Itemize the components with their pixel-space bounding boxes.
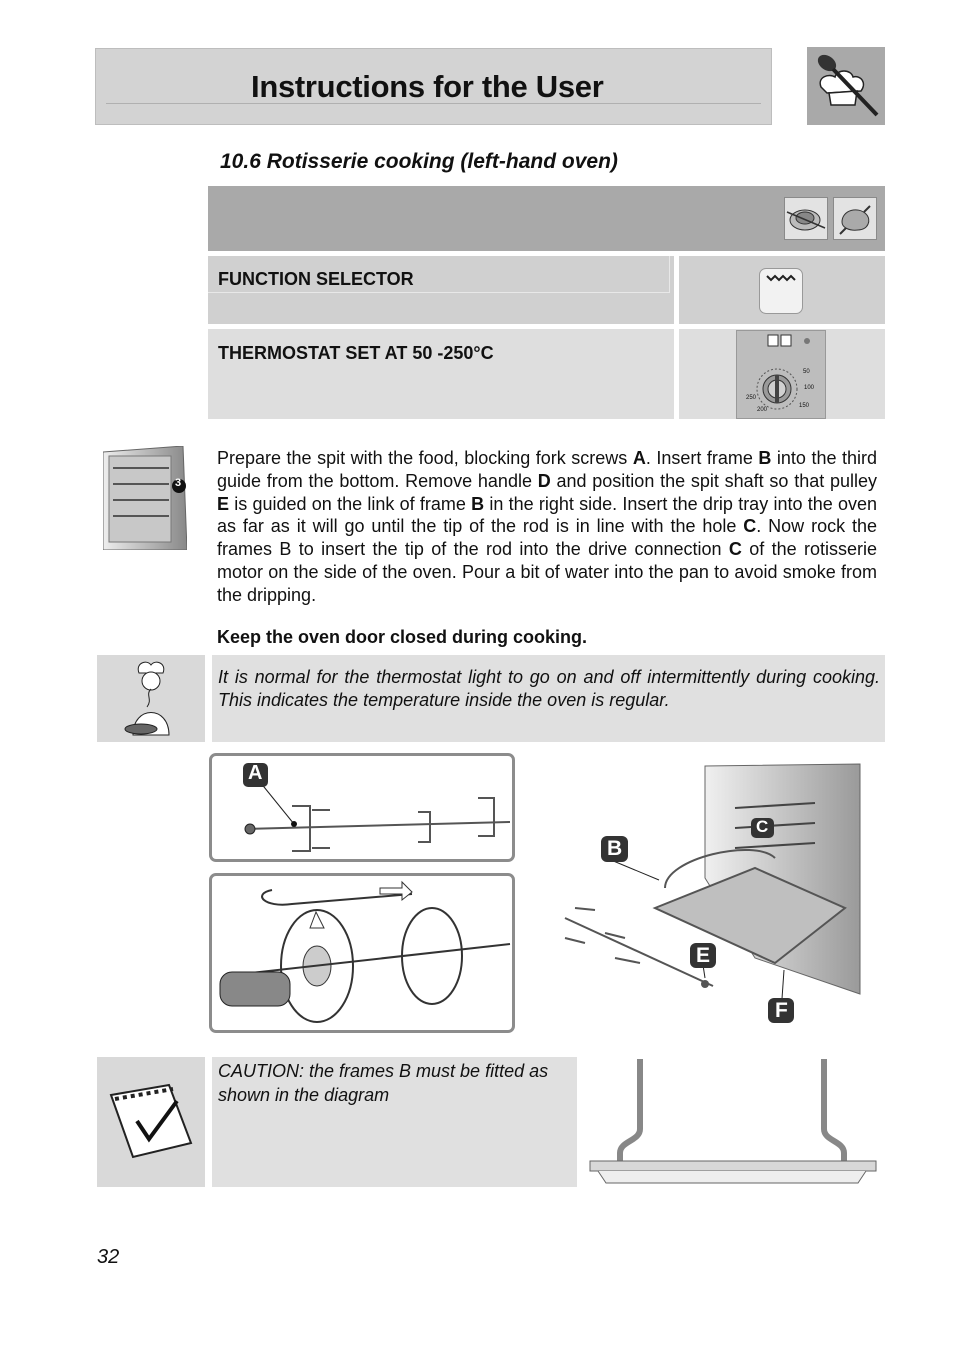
reference-letter: C xyxy=(743,516,757,537)
instructions-text-segment: and position the spit shaft so that pulley xyxy=(550,470,877,491)
function-selector-cell xyxy=(679,256,885,324)
dial-tick-200: 200 xyxy=(757,407,768,413)
reference-letter: C xyxy=(728,539,742,560)
reference-letter: A xyxy=(632,448,646,468)
function-selector-label: FUNCTION SELECTOR xyxy=(218,269,414,289)
section-title: 10.6 Rotisserie cooking (left-hand oven) xyxy=(220,150,618,173)
chicken-icon xyxy=(833,197,877,240)
rotisserie-function-symbol xyxy=(759,268,803,314)
chef-spoon-logo xyxy=(807,47,885,125)
note-text: It is normal for the thermostat light to go on and off intermittently during cooking. This indicates the temperature inside the oven is regular. xyxy=(218,667,880,710)
page-title: Instructions for the User xyxy=(251,69,604,104)
dial-tick-250: 250 xyxy=(746,395,757,401)
reference-letter: E xyxy=(217,493,230,514)
note-box xyxy=(212,655,885,742)
frame-fitting-diagram xyxy=(588,1057,878,1187)
reference-letter: B xyxy=(758,448,772,468)
reference-letter: D xyxy=(537,470,551,491)
label-c: C xyxy=(756,817,769,836)
notepad-check-icon xyxy=(97,1057,205,1187)
instructions-text-segment: Prepare the spit with the food, blocking fork screws xyxy=(217,448,633,468)
label-f: F xyxy=(775,999,788,1022)
reference-letter: B xyxy=(471,493,485,514)
header-bar xyxy=(95,48,772,125)
spit-assembly-diagram xyxy=(209,873,515,1033)
oven-guide-figure xyxy=(103,446,187,550)
oven-rotisserie-diagram xyxy=(555,758,890,1028)
thermostat-label: THERMOSTAT SET AT 50 -250°C xyxy=(218,343,494,363)
meat-roast-icon xyxy=(784,197,828,240)
instructions-text-segment: . Now rock the frames B to insert the tip of the rod into the drive connection xyxy=(217,516,877,560)
caution-box xyxy=(212,1057,577,1187)
function-selector-row xyxy=(208,256,674,324)
thermostat-dial xyxy=(736,330,826,419)
thermostat-row xyxy=(208,329,674,419)
label-a: A xyxy=(248,762,263,784)
chef-cooking-icon xyxy=(97,655,205,742)
caution-text: CAUTION: the frames B must be fitted as shown in the diagram xyxy=(218,1061,549,1105)
instructions-bold-line: Keep the oven door closed during cooking. xyxy=(217,627,588,647)
dial-tick-150: 150 xyxy=(799,403,810,409)
instructions-text-segment: of the rotisserie motor on the side of the oven. Pour a bit of water into the pan to avoid smoke from the dripping. xyxy=(217,539,877,605)
page-number: 32 xyxy=(97,1246,120,1268)
label-b: B xyxy=(607,837,623,860)
label-e: E xyxy=(696,944,711,967)
thermostat-cell xyxy=(679,329,885,419)
instructions-text-segment: . Insert frame xyxy=(645,448,759,468)
spit-diagram xyxy=(209,753,515,862)
instructions-paragraph xyxy=(217,447,877,607)
dial-tick-100: 100 xyxy=(804,385,815,391)
instructions-text-segment: in the right side. Insert the drip tray into the oven as far as it will go until the tip of the rod is in line with the hole xyxy=(217,493,878,537)
instructions-text-segment: into the third guide from the bottom. Remove handle xyxy=(217,448,877,491)
instructions-text-segment: is guided on the link of frame xyxy=(229,493,472,514)
dial-tick-50: 50 xyxy=(803,369,810,375)
guide-number-label: 3 xyxy=(175,477,182,489)
